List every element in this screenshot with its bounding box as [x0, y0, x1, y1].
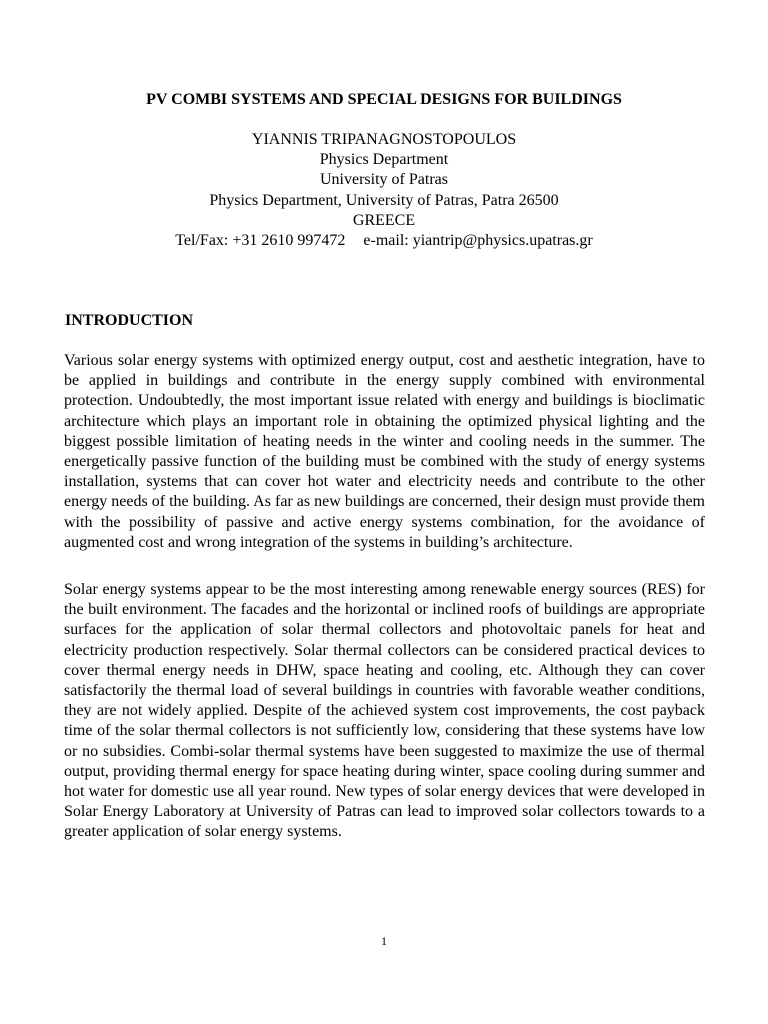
- country: GREECE: [352, 211, 416, 229]
- section-heading: INTRODUCTION: [65, 312, 194, 329]
- university: University of Patras: [320, 171, 448, 189]
- paragraph: Solar energy systems appear to be the most interesting among renewable energy sources (RES) for the built environment. The facades and the horizontal or inclined roofs of buildings are appropriate surfaces for the application of solar thermal collectors and photovoltaic panels for heat and electricity production respectively. Solar thermal collectors can be considered practical devices to cover thermal energy needs in DHW, space heating and cooling, etc. Although they can cover satisfactorily the thermal load of several buildings in countries with favorable weather conditions, they are not widely applied. Despite of the achieved system cost improvements, the cost payback time of the solar thermal collectors is not sufficiently low, considering that these systems have low or no subsidies. Combi-solar thermal systems have been suggested to maximize the use of thermal output, providing thermal energy for space heating during winter, space cooling during summer and hot water for domestic use all year round. New types of solar energy devices that were developed in Solar Energy Laboratory at University of Patras can lead to improved solar collectors towards to a greater application of solar energy systems.: [64, 581, 705, 841]
- contact-line: [0, 231, 768, 251]
- phone: Tel/Fax: +31 2610 997472: [175, 232, 346, 250]
- paragraph: Various solar energy systems with optimized energy output, cost and aesthetic integration, have to be applied in buildings and contribute in the energy supply combined with environmental protection. Undoubtedly, the most important issue related with energy and buildings is bioclimatic architecture which plays an important role in obtaining the optimized physical lighting and the biggest possible limitation of heating needs in the winter and cooling needs in the summer. The energetically passive function of the building must be combined with the study of energy systems installation, systems that can cover hot water and electricity needs and contribute to the other energy needs of the building. As far as new buildings are concerned, their design must provide them with the possibility of passive and active energy systems combination, for the avoidance of augmented cost and wrong integration of the systems in building’s architecture.: [64, 352, 705, 551]
- department: Physics Department: [319, 151, 449, 169]
- author-name: YIANNIS TRIPANAGNOSTOPOULOS: [251, 131, 517, 148]
- page-number: 1: [381, 934, 387, 948]
- email: e-mail: yiantrip@physics.upatras.gr: [363, 232, 593, 250]
- paper-title: PV COMBI SYSTEMS AND SPECIAL DESIGNS FOR BUILDINGS: [146, 91, 622, 108]
- address: Physics Department, University of Patras, Patra 26500: [209, 191, 559, 209]
- author-block: [0, 130, 768, 251]
